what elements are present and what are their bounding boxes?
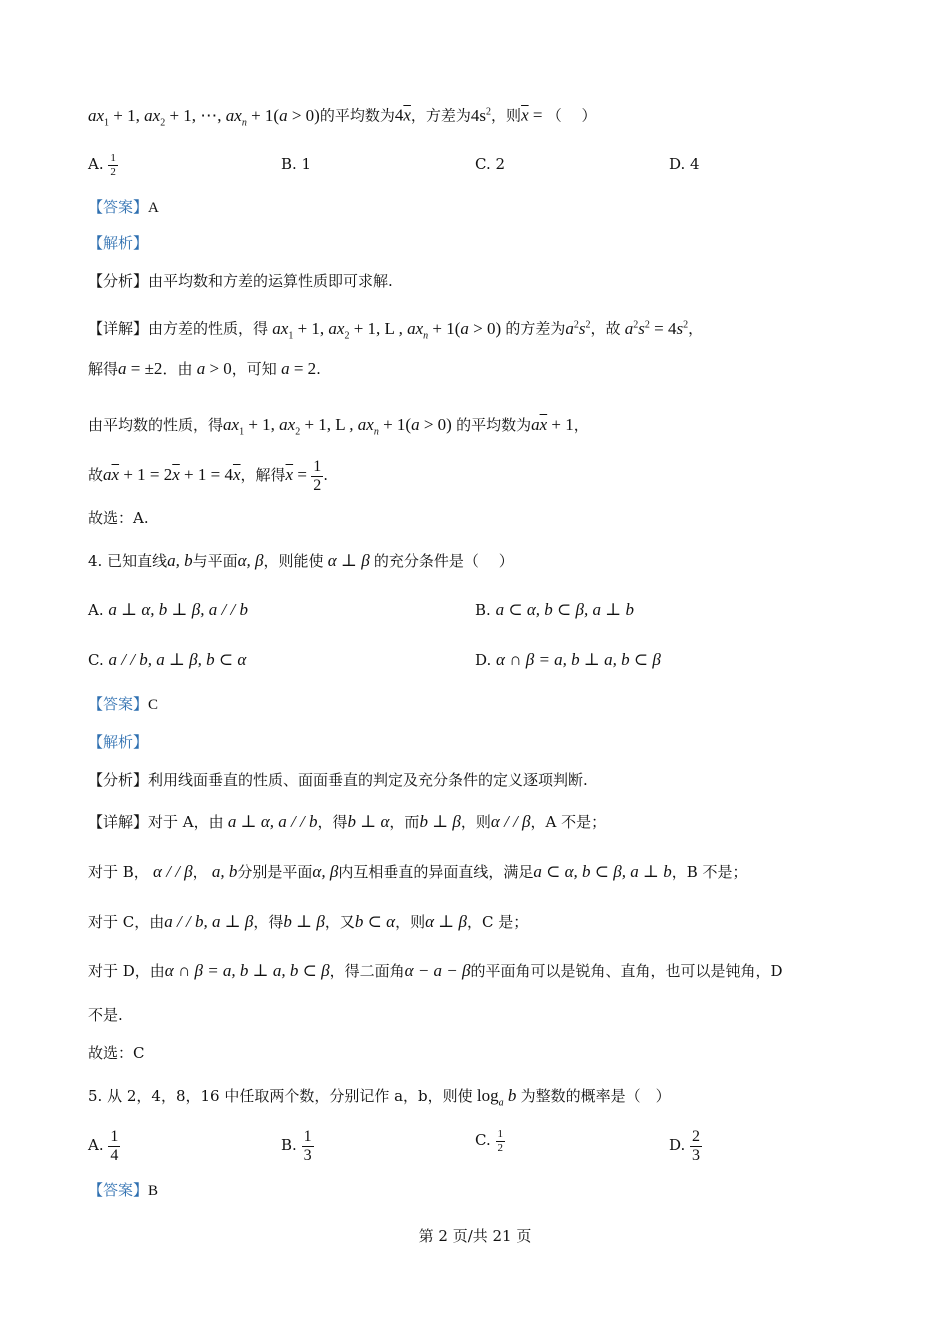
q3-option-c: C. 2 <box>475 155 506 173</box>
q3-option-a: A. $\frac{1}{2}$ <box>88 152 116 178</box>
q4-detail-4: 对于 D，由α ∩ β = a, b ⊥ a, b ⊂ β，得二面角α − a − β的平面角可以是锐角、直角，也可以是钝角，D <box>88 961 783 980</box>
q5-option-d: D. $\frac{2}{3}$ <box>669 1128 701 1164</box>
q3-stem: $ax_1 + 1$, $ax_2 + 1$, ⋯, $ax_n + 1(a > 0)$的平均数为$4\overline{x}$，方差为$4s^2$，则$\overline{x}$ = （ ） <box>88 105 597 129</box>
q3-answer: 【答案】A <box>88 198 159 216</box>
q4-analysis-heading: 【解析】 <box>88 733 149 751</box>
q4-option-d: D. α ∩ β = a, b ⊥ a, b ⊂ β <box>475 650 661 669</box>
q3-detail-2: 解得a = ±2．由 a > 0，可知 a = 2. <box>88 359 321 378</box>
q4-conclusion: 故选：C <box>88 1044 145 1062</box>
q4-option-b: B. a ⊂ α, b ⊂ β, a ⊥ b <box>475 600 634 619</box>
q4-fenxi: 【分析】利用线面垂直的性质、面面垂直的判定及充分条件的定义逐项判断. <box>88 771 588 789</box>
q3-analysis-heading: 【解析】 <box>88 234 149 252</box>
q5-stem: 5. 从 2，4，8，16 中任取两个数，分别记作 a，b，则使 $\log_a b$ 为整数的概率是（ ） <box>88 1086 671 1109</box>
q4-answer: 【答案】C <box>88 695 159 713</box>
q4-detail-1: 【详解】对于 A，由 a ⊥ α, a / / b，得b ⊥ α，而b ⊥ β，则α / / β，A 不是； <box>88 812 607 831</box>
q4-detail-4-cont: 不是. <box>88 1006 123 1024</box>
q3-fenxi: 【分析】由平均数和方差的运算性质即可求解. <box>88 272 393 290</box>
q3-result-fraction: $\frac{1}{2}$ <box>313 458 322 494</box>
q5-option-a: A. $\frac{1}{4}$ <box>88 1128 119 1164</box>
q3-option-d: D. 4 <box>669 155 700 173</box>
q5-option-c: C. $\frac{1}{2}$ <box>475 1128 503 1154</box>
q3-option-b: B. 1 <box>281 155 312 173</box>
q5-answer: 【答案】B <box>88 1181 159 1199</box>
q4-option-c: C. a / / b, a ⊥ β, b ⊂ α <box>88 650 247 669</box>
q3-detail-4: 故$a\overline{x} + 1 = 2\overline{x} + 1 = 4\overline{x}$，解得$\overline{x}$ = $\frac{1}{2}$ . <box>88 458 328 494</box>
q4-detail-2: 对于 B， α / / β， a, b分别是平面α, β内互相垂直的异面直线，满足a ⊂ α, b ⊂ β, a ⊥ b，B 不是； <box>88 862 748 881</box>
q4-detail-3: 对于 C，由a / / b, a ⊥ β，得b ⊥ β，又b ⊂ α，则α ⊥ β，C 是； <box>88 912 529 931</box>
q4-stem: 4. 已知直线a, b与平面α, β，则能使 α ⊥ β 的充分条件是（ ） <box>88 551 514 570</box>
q3-stem-math: $ax_1 + 1$, $ax_2 + 1$, ⋯, $ax_n + 1(a > 0)$ <box>88 105 320 129</box>
page-footer: 第 2 页/共 21 页 <box>418 1227 532 1245</box>
q3-detail-1: 【详解】由方差的性质，得 $ax_1 + 1$, $ax_2 + 1$, L , $ax_n + 1(a > 0)$ 的方差为$a^2s^2$，故 $a^2s^2 = 4s^2$， <box>88 318 704 342</box>
q4-option-a: A. a ⊥ α, b ⊥ β, a / / b <box>88 600 248 619</box>
q5-option-b: B. $\frac{1}{3}$ <box>281 1128 312 1164</box>
q3-detail-3: 由平均数的性质，得$ax_1 + 1$, $ax_2 + 1$, L , $ax_n + 1(a > 0)$ 的平均数为$a\overline{x} + 1$， <box>88 415 589 438</box>
q3-conclusion: 故选：A. <box>88 509 149 527</box>
